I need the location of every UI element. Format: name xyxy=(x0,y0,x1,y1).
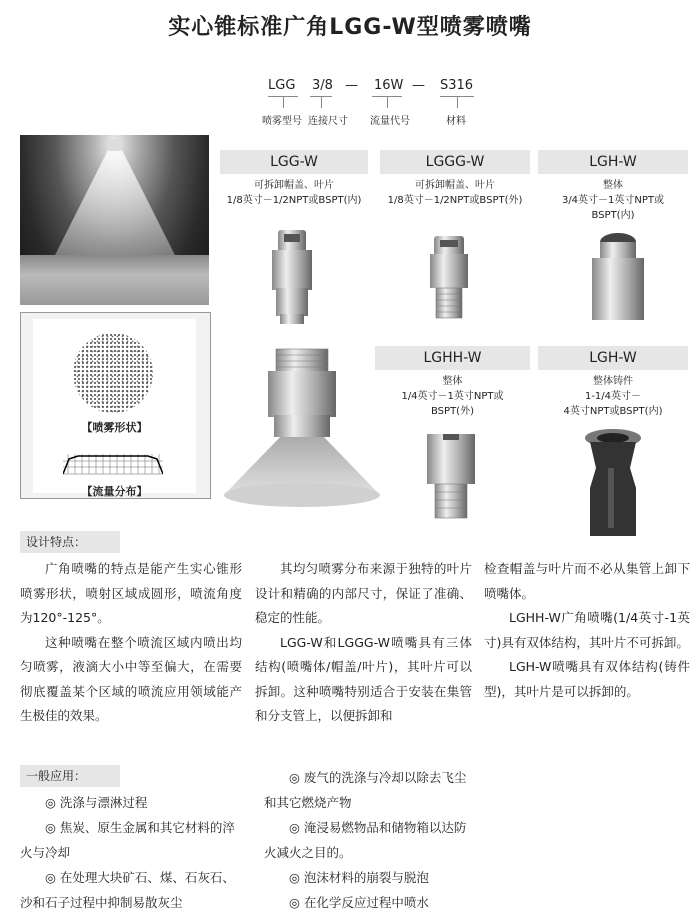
nozzle-image-lgg-w xyxy=(262,228,322,328)
code-label-series: 喷雾型号 xyxy=(262,116,302,127)
application-item: ◎ 淹浸易燃物品和储物箱以达防火减火之目的。 xyxy=(264,820,467,860)
design-paragraph: 其均匀喷雾分布来源于独特的叶片设计和精确的内部尺寸，保证了准确、稳定的性能。 xyxy=(255,561,472,625)
flow-dist-label: 【流量分布】 xyxy=(81,485,148,498)
applications-heading: 一般应用： xyxy=(20,765,120,787)
code-part-series: LGG xyxy=(268,78,296,93)
design-paragraph: LGH-W喷嘴具有双体结构(铸件型)，其叶片是可以拆卸的。 xyxy=(484,659,690,699)
nozzle-image-lgh-w-cast xyxy=(578,428,648,540)
spray-shape-label: 【喷雾形状】 xyxy=(81,421,148,434)
product-desc-lghh-w: 整体 1/4英寸－1英寸NPT或 BSPT(外) xyxy=(401,376,504,417)
page-title: 实心锥标准广角LGG-W型喷雾喷嘴 xyxy=(168,15,532,40)
code-part-flow: 16W xyxy=(374,78,404,93)
code-connector xyxy=(457,96,458,108)
design-col-1 xyxy=(20,557,242,729)
product-header-lgh-w-cast: LGH-W xyxy=(538,346,688,370)
application-item: ◎ 在处理大块矿石、煤、石灰石、沙和石子过程中抑制易散灰尘 xyxy=(20,870,235,910)
application-item: ◎ 焦炭、原生金属和其它材料的淬火与冷却 xyxy=(20,820,235,860)
code-label-size: 连接尺寸 xyxy=(308,116,348,127)
nozzle-image-lggg-w xyxy=(424,234,474,324)
applications-col-1 xyxy=(20,790,245,915)
code-connector xyxy=(321,96,322,108)
code-part-size: 3/8 xyxy=(312,78,333,93)
application-item: ◎ 洗涤与漂淋过程 xyxy=(45,795,148,810)
design-col-3 xyxy=(484,557,690,704)
design-paragraph: LGHH-W广角喷嘴(1/4英寸-1英寸)具有双体结构，其叶片不可拆卸。 xyxy=(484,610,690,650)
product-desc-lggg-w: 可拆卸帽盖、叶片 1/8英寸－1/2NPT或BSPT(外) xyxy=(387,180,523,206)
application-item: ◎ 泡沫材料的崩裂与脱泡 xyxy=(289,870,429,885)
design-paragraph: 检查帽盖与叶片而不必从集管上卸下喷嘴体。 xyxy=(484,561,690,601)
product-desc-lgh-w-cast: 整体铸件 1-1/4英寸－ 4英寸NPT或BSPT(内) xyxy=(563,376,663,417)
product-desc-lgg-w: 可拆卸帽盖、叶片 1/8英寸－1/2NPT或BSPT(内) xyxy=(226,180,362,206)
code-part-material: S316 xyxy=(440,78,474,93)
product-header-lghh-w: LGHH-W xyxy=(375,346,530,370)
product-header-lgg-w: LGG-W xyxy=(220,150,368,174)
code-label-flow: 流量代号 xyxy=(370,116,410,127)
nozzle-image-lghh-w xyxy=(423,430,479,522)
code-connector xyxy=(387,96,388,108)
product-desc-lgh-w: 整体 3/4英寸－1英寸NPT或 BSPT(内) xyxy=(561,180,665,221)
spray-photo xyxy=(20,135,209,305)
product-header-lgh-w: LGH-W xyxy=(538,150,688,174)
design-features-heading: 设计特点： xyxy=(20,531,120,553)
code-label-material: 材料 xyxy=(446,116,466,127)
spray-pattern-panel xyxy=(20,312,211,499)
application-item: ◎ 在化学反应过程中喷水 xyxy=(289,895,429,910)
spray-shape-diagram xyxy=(73,333,153,413)
design-paragraph: 这种喷嘴在整个喷流区域内喷出均匀喷雾，液滴大小中等至偏大，在需要彻底覆盖某个区域的喷流应用领域能产生极佳的效果。 xyxy=(20,634,242,723)
design-paragraph: 广角喷嘴的特点是能产生实心锥形喷雾形状，喷射区域成圆形，喷流角度为120°-125°。 xyxy=(20,561,242,625)
code-connector xyxy=(283,96,284,108)
flow-distribution-diagram xyxy=(63,449,163,479)
design-col-2 xyxy=(255,557,472,729)
design-paragraph: LGG-W和LGGG-W喷嘴具有三体结构(喷嘴体/帽盖/叶片)，其叶片可以拆卸。这种喷嘴特别适合于安装在集管和分支管上，以便拆卸和 xyxy=(255,634,472,723)
nozzle-image-lgh-w xyxy=(588,232,648,324)
code-part-dash1: — xyxy=(345,78,358,93)
product-header-lggg-w: LGGG-W xyxy=(380,150,530,174)
code-part-dash2: — xyxy=(412,78,425,93)
application-item: ◎ 废气的洗涤与冷却以除去飞尘和其它燃烧产物 xyxy=(264,770,467,810)
applications-col-2 xyxy=(264,765,474,915)
nozzle-image-spray-assembly xyxy=(222,345,382,510)
